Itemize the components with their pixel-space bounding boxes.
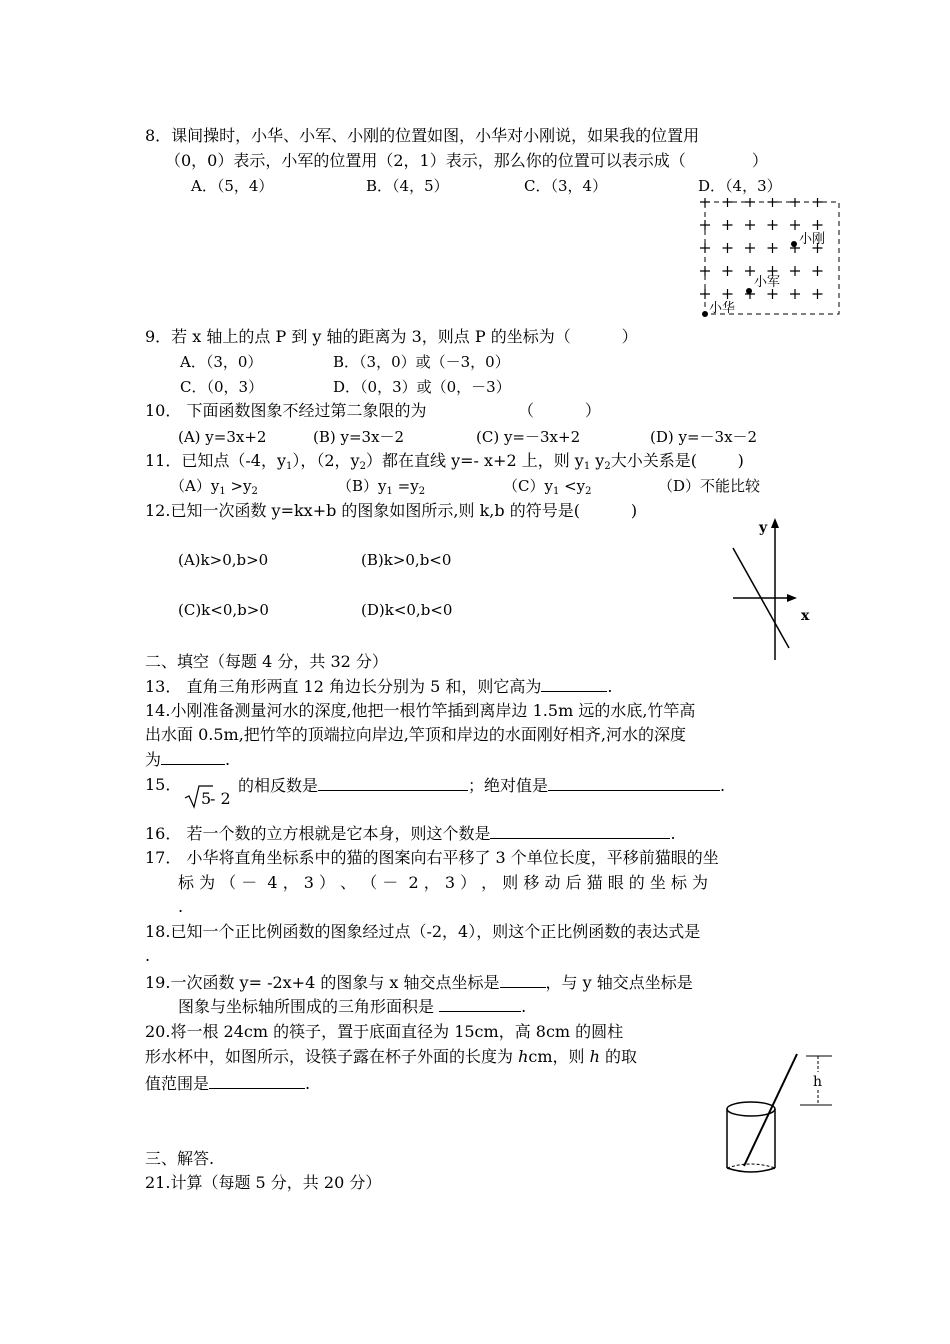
q11-stem: 11．已知点（-4，$y_1$），（2，$y_2$）都在直线 y=- x+2 上，则 $y_1$ $y_2$大小关系是( ) [145, 451, 744, 472]
chopstick-in-cup-figure [722, 1048, 837, 1174]
section-3-heading: 三、解答. [145, 1149, 215, 1168]
grid-cross [723, 243, 733, 253]
q9-option-c: C．（0，3） [180, 378, 264, 396]
grid-cross [768, 289, 778, 299]
q8-option-b: B．（4，5） [366, 177, 449, 195]
position-grid-figure [700, 198, 845, 320]
svg-text:5: 5 [201, 789, 212, 808]
y-axis-arrow [771, 518, 779, 528]
grid-cross [723, 266, 733, 276]
q14-line1: 14.小刚准备测量河水的深度,他把一根竹竿插到离岸边 1.5m 远的水底,竹竿高 [145, 701, 696, 720]
q19-line2: 图象与坐标轴所围成的三角形面积是 . [178, 997, 527, 1016]
q20-line1: 20.将一根 24cm 的筷子，置于底面直径为 15cm，高 8cm 的圆柱 [145, 1022, 624, 1041]
q11-option-d: （D）不能比较 [658, 477, 761, 495]
grid-cross [813, 289, 823, 299]
q8-stem-line1: 8．课间操时，小华、小军、小刚的位置如图，小华对小刚说，如果我的位置用 [145, 126, 700, 145]
q10-option-a: (A) y=3x+2 [178, 428, 267, 446]
q19-x-intercept-blank[interactable] [500, 972, 546, 988]
grid-cross [700, 243, 710, 253]
grid-cross [723, 220, 733, 230]
q12-option-c: (C)k<0,b>0 [178, 601, 269, 619]
q19-area-blank[interactable] [439, 996, 521, 1012]
grid-cross [745, 198, 755, 207]
q16: 16． 若一个数的立方根就是它本身，则这个数是 . [145, 824, 676, 843]
q17-line1: 17． 小华将直角坐标系中的猫的图案向右平移了 3 个单位长度，平移前猫眼的坐 [145, 848, 719, 867]
q9-option-d: D．（0，3）或（0，－3） [333, 378, 511, 396]
point-xiaohua [702, 311, 708, 317]
linear-function-graph [725, 512, 825, 662]
grid-cross [700, 289, 710, 299]
q9-stem: 9．若 x 轴上的点 P 到 y 轴的距离为 3，则点 P 的坐标为（ ） [145, 327, 638, 346]
q15-opposite-blank[interactable] [318, 775, 468, 791]
q10-option-b: (B) y=3x－2 [313, 428, 405, 446]
q8-option-a: A．（5，4） [191, 177, 274, 195]
q16-answer-blank[interactable] [490, 823, 670, 839]
point-xiaogang [791, 241, 797, 247]
q14-line3: 为 . [145, 750, 231, 769]
q10-stem: 10． 下面函数图象不经过第二象限的为 （ ） [145, 401, 601, 420]
q12-option-d: (D)k<0,b<0 [361, 601, 453, 619]
q20-line3: 值范围是 . [145, 1074, 311, 1093]
label-xiaogang: 小刚 [799, 232, 826, 247]
section-2-heading: 二、填空（每题 4 分，共 32 分） [145, 652, 388, 671]
q21-heading: 21.计算（每题 5 分，共 20 分） [145, 1173, 382, 1192]
q15-absolute-blank[interactable] [548, 775, 720, 791]
grid-cross [813, 266, 823, 276]
q12-stem: 12.已知一次函数 y=kx+b 的图象如图所示,则 k,b 的符号是( ) [145, 501, 638, 520]
q8-option-d: D．（4，3） [698, 177, 782, 195]
grid-cross [700, 198, 710, 207]
x-axis-arrow [787, 594, 797, 602]
grid-cross [700, 220, 710, 230]
grid-cross [790, 289, 800, 299]
q12-option-a: (A)k>0,b>0 [178, 551, 269, 569]
cup-bottom [727, 1168, 775, 1172]
label-xiaojun: 小军 [754, 275, 781, 290]
grid-cross [790, 266, 800, 276]
grid-cross [700, 266, 710, 276]
grid-cross [768, 243, 778, 253]
q15: 15． [145, 775, 182, 794]
q13: 13． 直角三角形两直 12 角边长分别为 5 和，则它高为 . [145, 677, 613, 696]
grid-cross [745, 243, 755, 253]
q8-stem-line2: （0，0）表示，小军的位置用（2，1）表示，那么你的位置可以表示成（ ） [165, 151, 768, 170]
q19-line1: 19.一次函数 y= -2x+4 的图象与 x 轴交点坐标是 ，与 y 轴交点坐标是 [145, 973, 693, 992]
q18-line1: 18.已知一个正比例函数的图象经过点（-2，4），则这个正比例函数的表达式是 [145, 922, 701, 941]
q17-line2: 标 为 （ － 4 ， 3 ） 、 （ － 2 ， 3 ） ， 则 移 动 后 猫 眼 的 坐 标 为 [178, 873, 709, 892]
q18-line2: . [145, 946, 151, 965]
q14-line2: 出水面 0.5m,把竹竿的顶端拉向岸边,竿顶和岸边的水面刚好相齐,河水的深度 [145, 725, 686, 744]
svg-text:- 2: - 2 [210, 789, 231, 808]
x-axis-label: x [801, 608, 810, 624]
q20-line2: 形水杯中，如图所示，设筷子露在杯子外面的长度为 hcm，则 h 的取 [145, 1047, 638, 1066]
point-xiaojun [746, 288, 752, 294]
y-axis-label: y [759, 520, 768, 536]
grid-cross [745, 220, 755, 230]
q15-body: 的相反数是 ；绝对值是 . [238, 776, 726, 795]
q17-line3: . [178, 897, 184, 916]
cup-bottom-back [727, 1164, 775, 1168]
grid-cross [768, 220, 778, 230]
grid-cross [813, 198, 823, 207]
grid-cross [813, 220, 823, 230]
grid-cross [790, 198, 800, 207]
q12-option-b: (B)k>0,b<0 [361, 551, 452, 569]
q8-option-c: C．（3，4） [524, 177, 608, 195]
q20-answer-blank[interactable] [209, 1073, 305, 1089]
grid-cross [768, 198, 778, 207]
q14-answer-blank[interactable] [161, 749, 225, 765]
grid-cross [790, 220, 800, 230]
q9-option-b: B．（3，0）或（－3，0） [333, 353, 510, 371]
grid-cross [723, 289, 733, 299]
q11-option-a: $(A)y_1 >y_2$ [170, 477, 258, 497]
label-xiaohua: 小华 [709, 301, 736, 316]
q10-option-d: (D) y=－3x－2 [650, 428, 758, 446]
q11-option-b: $(B)y_1 =y_2$ [337, 477, 426, 497]
q10-option-c: (C) y=－3x+2 [476, 428, 581, 446]
q9-option-a: A．（3，0） [180, 353, 263, 371]
h-label: h [813, 1074, 823, 1090]
sqrt5-minus-2-expression [183, 783, 243, 811]
q11-option-c: $(C)y_1 <y_2$ [503, 477, 592, 497]
grid-cross [723, 198, 733, 207]
chopstick [744, 1054, 797, 1166]
q13-answer-blank[interactable] [541, 676, 607, 692]
